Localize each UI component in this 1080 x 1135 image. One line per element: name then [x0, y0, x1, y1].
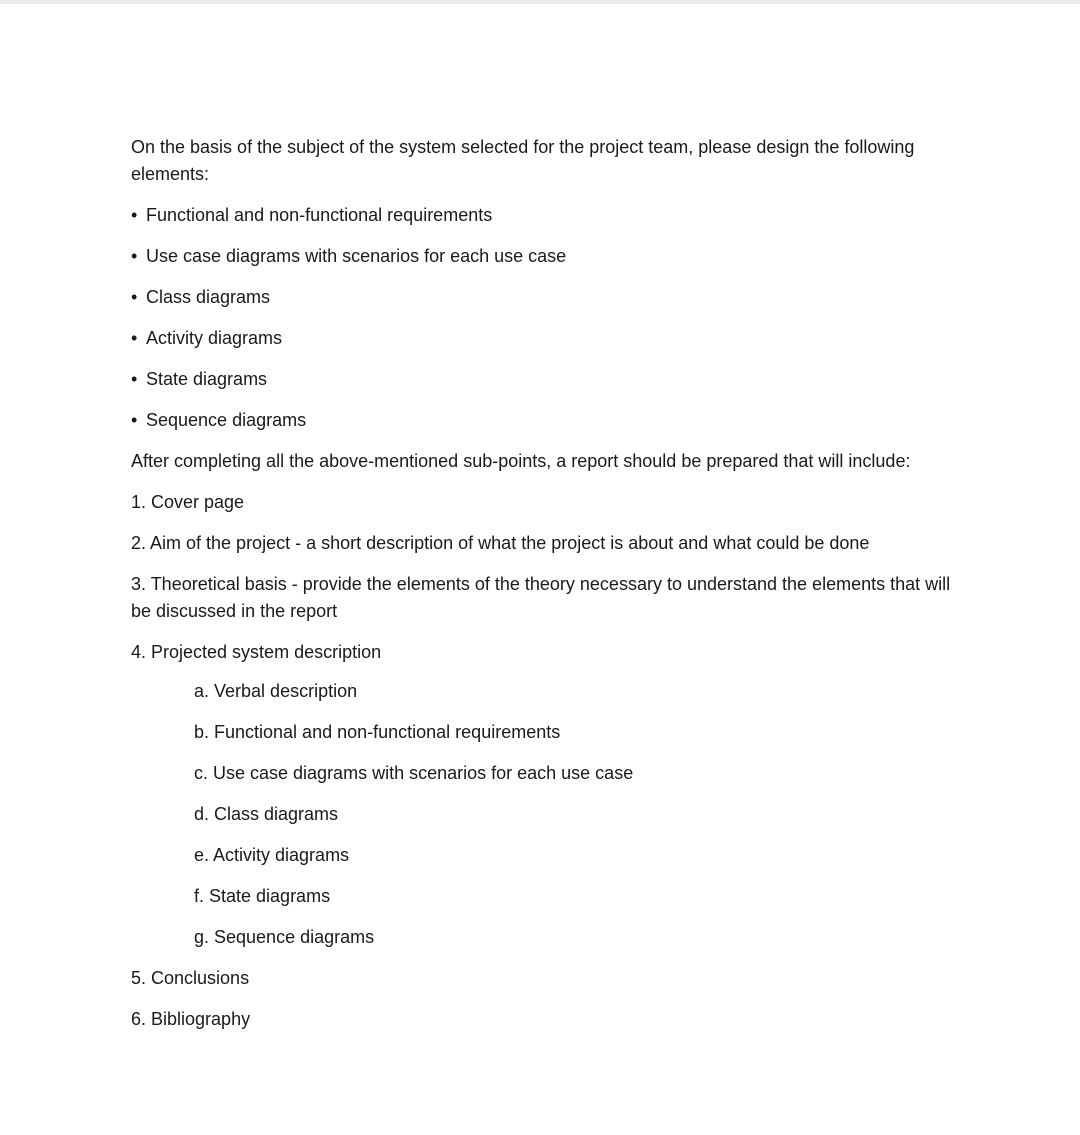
bullet-item	[131, 243, 951, 270]
sub-item-sequence-diagrams: g. Sequence diagrams	[194, 927, 375, 947]
bullet-dot-icon: •	[131, 369, 138, 389]
sub-item-class-diagrams: d. Class diagrams	[194, 804, 339, 824]
report-item-conclusions: 5. Conclusions	[131, 968, 250, 988]
report-item-bibliography: 6. Bibliography	[131, 1009, 251, 1029]
top-border-strip	[0, 0, 1080, 4]
bullet-item	[131, 366, 951, 393]
report-item-theoretical-basis: 3. Theoretical basis - provide the elements of the theory necessary to understand the elements that will be discussed in the report	[131, 574, 951, 621]
sub-item-activity-diagrams: e. Activity diagrams	[194, 845, 350, 865]
bullet-text: Class diagrams	[146, 287, 271, 307]
sub-item-verbal-description: a. Verbal description	[194, 681, 358, 701]
sub-item-state-diagrams: f. State diagrams	[194, 886, 331, 906]
sub-item-use-case-diagrams: c. Use case diagrams with scenarios for each use case	[194, 763, 634, 783]
bullet-text: State diagrams	[146, 369, 268, 389]
bullet-dot-icon: •	[131, 205, 138, 225]
bullet-dot-icon: •	[131, 287, 138, 307]
bullet-dot-icon: •	[131, 410, 138, 430]
bullet-item	[131, 407, 951, 434]
bullet-text: Use case diagrams with scenarios for each use case	[146, 246, 567, 266]
bullet-dot-icon: •	[131, 328, 138, 348]
bullet-item	[131, 202, 951, 229]
bullet-text: Activity diagrams	[146, 328, 283, 348]
report-lead-paragraph: After completing all the above-mentioned sub-points, a report should be prepared that will include:	[131, 451, 911, 471]
bullet-item	[131, 284, 951, 311]
document-page	[131, 134, 951, 1047]
sub-item-requirements: b. Functional and non-functional requirements	[194, 722, 561, 742]
report-item-cover-page: 1. Cover page	[131, 492, 245, 512]
intro-paragraph: On the basis of the subject of the system selected for the project team, please design the following elements:	[131, 137, 915, 184]
bullet-text: Sequence diagrams	[146, 410, 307, 430]
bullet-item	[131, 325, 951, 352]
report-item-aim: 2. Aim of the project - a short description of what the project is about and what could be done	[131, 533, 870, 553]
bullet-dot-icon: •	[131, 246, 138, 266]
report-item-system-description: 4. Projected system description	[131, 642, 382, 662]
bullet-text: Functional and non-functional requirements	[146, 205, 493, 225]
